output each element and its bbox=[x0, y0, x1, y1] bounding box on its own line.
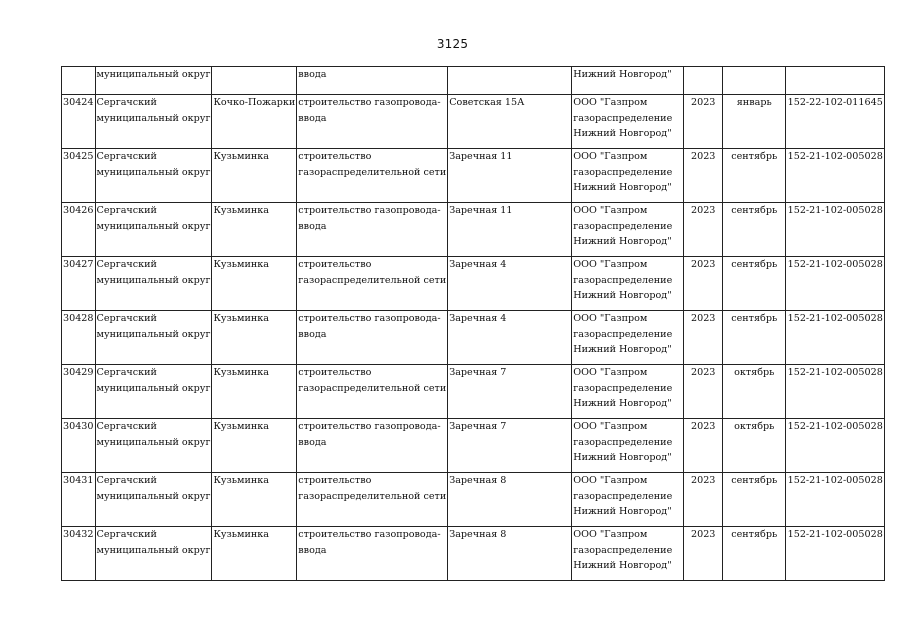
work-line-2: газораспределительной сети bbox=[298, 166, 447, 178]
table-row bbox=[62, 311, 885, 365]
cell-settlement: Кузьминка bbox=[212, 257, 297, 311]
org-line-3: Нижний Новгород" bbox=[573, 560, 672, 571]
cell-organization bbox=[572, 527, 684, 581]
table-row bbox=[62, 365, 885, 419]
cell-id: 30426 bbox=[62, 203, 96, 257]
cell-address: Заречная 11 bbox=[448, 149, 572, 203]
org-line-2: газораспределение bbox=[573, 490, 673, 502]
cell-id: 30427 bbox=[62, 257, 96, 311]
cell-address: Советская 15А bbox=[448, 95, 572, 149]
cell-id bbox=[62, 67, 96, 95]
cell-work-type bbox=[297, 311, 448, 365]
cell-work-type bbox=[297, 95, 448, 149]
cell-organization bbox=[572, 419, 684, 473]
org-line-3: Нижний Новгород" bbox=[573, 506, 672, 517]
cell-organization bbox=[572, 203, 684, 257]
cell-id: 30428 bbox=[62, 311, 96, 365]
cell-address: Заречная 4 bbox=[448, 311, 572, 365]
cell-month: сентябрь bbox=[723, 473, 786, 527]
org-line-1: ООО "Газпром bbox=[573, 205, 648, 216]
org-line-2: газораспределение bbox=[573, 166, 673, 178]
cell-work-type bbox=[297, 149, 448, 203]
cell-district bbox=[95, 95, 212, 149]
cell-year: 2023 bbox=[684, 365, 723, 419]
cell-month: сентябрь bbox=[723, 149, 786, 203]
work-line-1: строительство bbox=[298, 151, 372, 162]
cell-work-type bbox=[297, 419, 448, 473]
cell-year: 2023 bbox=[684, 473, 723, 527]
cell-settlement: Кузьминка bbox=[212, 203, 297, 257]
cell-organization bbox=[572, 365, 684, 419]
work-line-2: газораспределительной сети bbox=[298, 490, 447, 502]
cell-address: Заречная 4 bbox=[448, 257, 572, 311]
district-line-2: муниципальный округ bbox=[96, 490, 211, 502]
work-line-1: строительство газопровода- bbox=[298, 205, 441, 216]
cell-year: 2023 bbox=[684, 311, 723, 365]
district-line-1: Сергачский bbox=[96, 421, 157, 432]
table-row bbox=[62, 527, 885, 581]
cell-month: сентябрь bbox=[723, 257, 786, 311]
cell-month: октябрь bbox=[723, 419, 786, 473]
cell-code: 152-21-102-005028 bbox=[786, 257, 885, 311]
district-line-2: муниципальный округ bbox=[96, 382, 211, 394]
work-line-1: строительство bbox=[298, 367, 372, 378]
district-line-1: Сергачский bbox=[96, 205, 157, 216]
cell-id: 30424 bbox=[62, 95, 96, 149]
org-line-2: газораспределение bbox=[573, 382, 673, 394]
registry-table bbox=[61, 66, 885, 581]
cell-organization bbox=[572, 257, 684, 311]
cell-district bbox=[95, 203, 212, 257]
org-line-1: ООО "Газпром bbox=[573, 259, 648, 270]
work-line-1: строительство газопровода- bbox=[298, 313, 441, 324]
district-line-2: муниципальный округ bbox=[96, 112, 211, 124]
cell-address: Заречная 8 bbox=[448, 527, 572, 581]
org-line-1: ООО "Газпром bbox=[573, 151, 648, 162]
table-row bbox=[62, 149, 885, 203]
cell-year bbox=[684, 67, 723, 95]
org-line-3: Нижний Новгород" bbox=[573, 128, 672, 139]
district-line-1: Сергачский bbox=[96, 97, 157, 108]
cell-settlement bbox=[212, 67, 297, 95]
cell-code: 152-21-102-005028 bbox=[786, 311, 885, 365]
cell-district bbox=[95, 149, 212, 203]
cell-code: 152-21-102-005028 bbox=[786, 527, 885, 581]
org-line-1: ООО "Газпром bbox=[573, 529, 648, 540]
org-line-1: ООО "Газпром bbox=[573, 97, 648, 108]
district-line-1: Сергачский bbox=[96, 313, 157, 324]
cell-year: 2023 bbox=[684, 257, 723, 311]
cell-work-type: ввода bbox=[297, 67, 448, 95]
cell-id: 30431 bbox=[62, 473, 96, 527]
cell-code: 152-22-102-011645 bbox=[786, 95, 885, 149]
cell-district bbox=[95, 527, 212, 581]
cell-year: 2023 bbox=[684, 149, 723, 203]
org-line-3: Нижний Новгород" bbox=[573, 290, 672, 301]
district-line-1: Сергачский bbox=[96, 259, 157, 270]
cell-settlement: Кузьминка bbox=[212, 419, 297, 473]
table-row bbox=[62, 95, 885, 149]
cell-district bbox=[95, 365, 212, 419]
page-number: 3125 bbox=[436, 37, 469, 51]
cell-district bbox=[95, 311, 212, 365]
cell-organization bbox=[572, 311, 684, 365]
work-line-2: ввода bbox=[298, 544, 327, 556]
work-line-1: строительство bbox=[298, 259, 372, 270]
org-line-3: Нижний Новгород" bbox=[573, 182, 672, 193]
org-line-1: ООО "Газпром bbox=[573, 421, 648, 432]
work-line-2: газораспределительной сети bbox=[298, 382, 447, 394]
cell-month: октябрь bbox=[723, 365, 786, 419]
cell-organization bbox=[572, 95, 684, 149]
org-line-3: Нижний Новгород" bbox=[573, 398, 672, 409]
district-line-2: муниципальный округ bbox=[96, 220, 211, 232]
cell-organization: Нижний Новгород" bbox=[572, 67, 684, 95]
cell-work-type bbox=[297, 257, 448, 311]
work-line-1: строительство газопровода- bbox=[298, 421, 441, 432]
cell-code: 152-21-102-005028 bbox=[786, 365, 885, 419]
cell-month: сентябрь bbox=[723, 311, 786, 365]
cell-id: 30432 bbox=[62, 527, 96, 581]
work-line-1: строительство bbox=[298, 475, 372, 486]
work-line-2: ввода bbox=[298, 328, 327, 340]
cell-id: 30430 bbox=[62, 419, 96, 473]
cell-district bbox=[95, 419, 212, 473]
cell-year: 2023 bbox=[684, 527, 723, 581]
cell-address: Заречная 7 bbox=[448, 365, 572, 419]
district-line-2: муниципальный округ bbox=[96, 166, 211, 178]
table-row bbox=[62, 257, 885, 311]
district-line-1: Сергачский bbox=[96, 151, 157, 162]
cell-address: Заречная 11 bbox=[448, 203, 572, 257]
org-line-1: ООО "Газпром bbox=[573, 313, 648, 324]
work-line-1: строительство газопровода- bbox=[298, 529, 441, 540]
cell-code: 152-21-102-005028 bbox=[786, 473, 885, 527]
cell-settlement: Кузьминка bbox=[212, 473, 297, 527]
org-line-2: газораспределение bbox=[573, 544, 673, 556]
cell-code: 152-21-102-005028 bbox=[786, 203, 885, 257]
cell-address: Заречная 8 bbox=[448, 473, 572, 527]
cell-organization bbox=[572, 149, 684, 203]
district-line-2: муниципальный округ bbox=[96, 436, 211, 448]
cell-work-type bbox=[297, 473, 448, 527]
cell-year: 2023 bbox=[684, 203, 723, 257]
work-line-2: ввода bbox=[298, 112, 327, 124]
district-line-1: Сергачский bbox=[96, 475, 157, 486]
cell-month: сентябрь bbox=[723, 203, 786, 257]
cell-district: муниципальный округ bbox=[95, 67, 212, 95]
cell-work-type bbox=[297, 365, 448, 419]
cell-month: сентябрь bbox=[723, 527, 786, 581]
cell-code bbox=[786, 67, 885, 95]
org-line-1: ООО "Газпром bbox=[573, 475, 648, 486]
table-row-continued bbox=[62, 67, 885, 95]
district-line-2: муниципальный округ bbox=[96, 328, 211, 340]
org-line-2: газораспределение bbox=[573, 112, 673, 124]
cell-settlement: Кузьминка bbox=[212, 527, 297, 581]
cell-settlement: Кузьминка bbox=[212, 311, 297, 365]
cell-address: Заречная 7 bbox=[448, 419, 572, 473]
cell-year: 2023 bbox=[684, 419, 723, 473]
cell-code: 152-21-102-005028 bbox=[786, 419, 885, 473]
work-line-2: ввода bbox=[298, 436, 327, 448]
cell-work-type bbox=[297, 203, 448, 257]
district-line-1: Сергачский bbox=[96, 367, 157, 378]
work-line-2: ввода bbox=[298, 220, 327, 232]
cell-id: 30425 bbox=[62, 149, 96, 203]
cell-work-type bbox=[297, 527, 448, 581]
cell-settlement: Кузьминка bbox=[212, 149, 297, 203]
org-line-2: газораспределение bbox=[573, 220, 673, 232]
work-line-1: строительство газопровода- bbox=[298, 97, 441, 108]
cell-district bbox=[95, 473, 212, 527]
org-line-2: газораспределение bbox=[573, 274, 673, 286]
cell-year: 2023 bbox=[684, 95, 723, 149]
org-line-3: Нижний Новгород" bbox=[573, 452, 672, 463]
org-line-1: ООО "Газпром bbox=[573, 367, 648, 378]
org-line-2: газораспределение bbox=[573, 328, 673, 340]
table-row bbox=[62, 419, 885, 473]
table-row bbox=[62, 203, 885, 257]
table-body bbox=[62, 67, 885, 581]
district-line-2: муниципальный округ bbox=[96, 274, 211, 286]
cell-address bbox=[448, 67, 572, 95]
cell-settlement: Кузьминка bbox=[212, 365, 297, 419]
district-line-2: муниципальный округ bbox=[96, 544, 211, 556]
district-line-1: Сергачский bbox=[96, 529, 157, 540]
org-line-3: Нижний Новгород" bbox=[573, 344, 672, 355]
org-line-3: Нижний Новгород" bbox=[573, 236, 672, 247]
cell-code: 152-21-102-005028 bbox=[786, 149, 885, 203]
table-row bbox=[62, 473, 885, 527]
work-line-2: газораспределительной сети bbox=[298, 274, 447, 286]
cell-district bbox=[95, 257, 212, 311]
cell-month bbox=[723, 67, 786, 95]
cell-organization bbox=[572, 473, 684, 527]
org-line-2: газораспределение bbox=[573, 436, 673, 448]
cell-settlement: Кочко-Пожарки bbox=[212, 95, 297, 149]
cell-month: январь bbox=[723, 95, 786, 149]
cell-id: 30429 bbox=[62, 365, 96, 419]
